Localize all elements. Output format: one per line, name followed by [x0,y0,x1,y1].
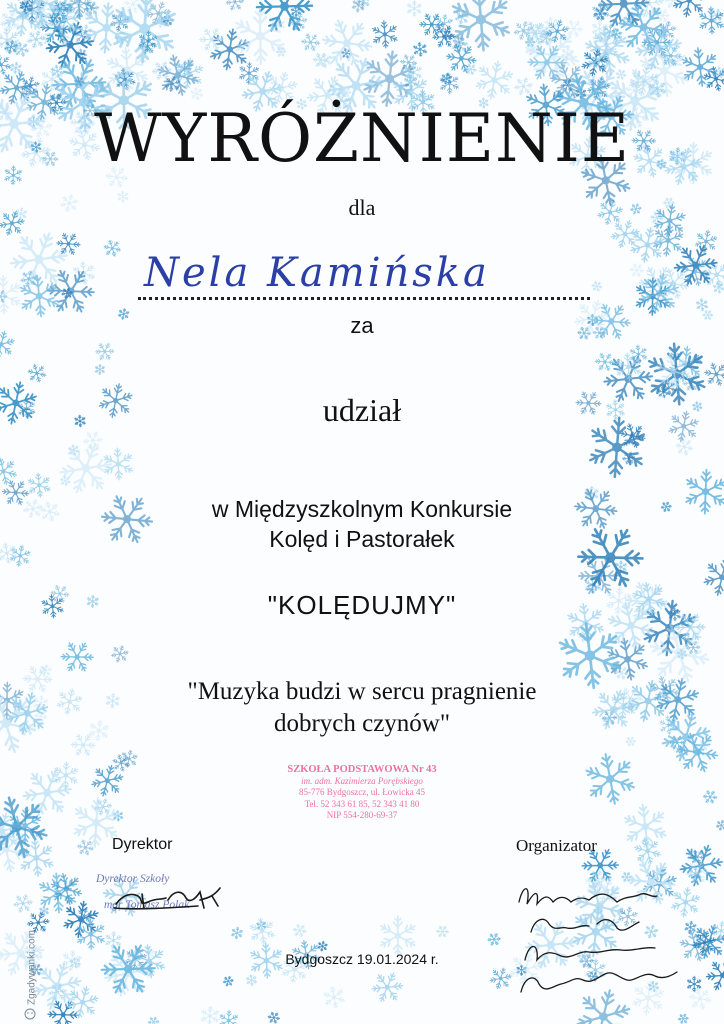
snowflake-icon [291,6,301,16]
motto-line-1: "Muzyka budzi w sercu pragnienie [187,678,537,705]
director-stamp-title: Dyrektor Szkoły [96,873,170,885]
snowflake-icon [592,281,602,291]
snowflake-icon [696,299,707,311]
snowflake-icon [220,1010,238,1024]
snowflake-icon [678,1014,688,1023]
school-stamp [262,764,462,822]
snowflake-icon [0,458,16,484]
snowflake-icon [318,941,328,951]
snowflake-icon [223,976,233,986]
snowflake-icon [28,364,46,382]
snowflake-icon [414,42,427,56]
snowflake-icon [372,973,403,1001]
recipient-name: Nela Kamińska [144,250,490,296]
snowflake-icon [324,987,345,1009]
snowflake-icon [587,754,634,804]
snowflake-icon [705,363,724,385]
snowflake-icon [191,87,203,100]
snowflake-icon [293,924,306,936]
snowflake-icon [268,1012,280,1023]
snowflake-icon [407,1,421,17]
snowflake-icon [476,61,512,99]
snowflake-icon [57,233,80,254]
snowflake-icon [676,439,693,456]
stamp-line-2: im. adm. Kazimierza Porębskiego [301,775,423,786]
snowflake-icon [92,765,123,796]
certificate-title: WYRÓŻNIENIE [93,100,631,177]
snowflake-icon [436,926,448,937]
snowflake-icon [121,750,138,767]
snowflake-icon [301,34,320,51]
snowflake-icon [148,1017,159,1024]
snowflake-icon [381,916,415,955]
snowflake-icon [616,70,626,80]
watermark-text: Zgadywanki.com [26,929,38,1006]
reason-label: za [350,313,374,338]
watermark [14,926,50,1022]
snowflake-icon [232,927,243,939]
snowflake-icon [703,791,717,804]
motto-line-2: dobrych czynów" [273,710,451,737]
snowflake-icon [0,72,33,104]
snowflake-icon [199,29,223,50]
snowflake-icon [713,282,724,294]
contest-line-2: Kolęd i Pastorałek [269,526,455,552]
snowflake-icon [373,21,398,48]
snowflake-icon [289,13,307,30]
achievement-text: udział [322,392,402,428]
for-label: dla [348,195,376,220]
snowflake-icon [111,646,128,663]
contest-description [0,494,724,554]
snowflake-icon [104,240,121,256]
snowflake-icon [226,0,244,10]
snowflake-icon [630,264,644,277]
snowflake-icon [246,975,256,986]
contest-line-1: w Międzyszkolnym Konkursie [211,496,513,522]
snowflake-icon [595,353,614,371]
snowflake-icon [96,343,115,360]
director-label: Dyrektor [112,836,173,853]
snowflake-icon [716,820,724,830]
snowflake-icon [0,276,20,314]
snowflake-icon [27,31,45,48]
snowflake-icon [257,0,312,31]
snowflake-icon [10,62,21,73]
stamp-line-3: 85-776 Bydgoszcz, ul. Łowicka 45 [299,787,425,797]
snowflake-icon [24,770,71,815]
organizer-signatures [505,880,695,1010]
smiley-icon [22,1008,38,1020]
snowflake-icon [61,444,112,492]
motto-quote [0,676,724,740]
snowflake-icon [14,895,33,913]
recipient-line [138,248,593,302]
snowflake-icon [514,78,532,95]
dotted-line [138,297,590,300]
snowflake-icon [635,838,661,864]
snowflake-icon [95,364,104,374]
stamp-line-1: SZKOŁA PODSTAWOWA Nr 43 [287,764,437,775]
director-signature [108,878,238,918]
snowflake-icon [77,840,93,856]
stamp-line-4: Tel. 52 343 61 85, 52 343 41 80 [304,798,420,809]
organizer-label: Organizator [516,836,597,855]
snowflake-icon [0,55,11,75]
snowflake-icon [453,0,509,50]
snowflake-icon [626,82,643,99]
snowflake-icon [113,755,129,772]
place-and-date: Bydgoszcz 19.01.2024 r. [285,951,439,967]
snowflake-icon [488,934,501,946]
snowflake-icon [61,643,93,671]
contest-name: "KOLĘDUJMY" [267,590,457,620]
snowflake-icon [201,1006,218,1024]
director-stamp-name: mgr Tomasz Polak [104,899,190,911]
stamp-line-5: NIP 554-280-69-37 [326,810,398,820]
snowflake-icon [78,919,105,949]
